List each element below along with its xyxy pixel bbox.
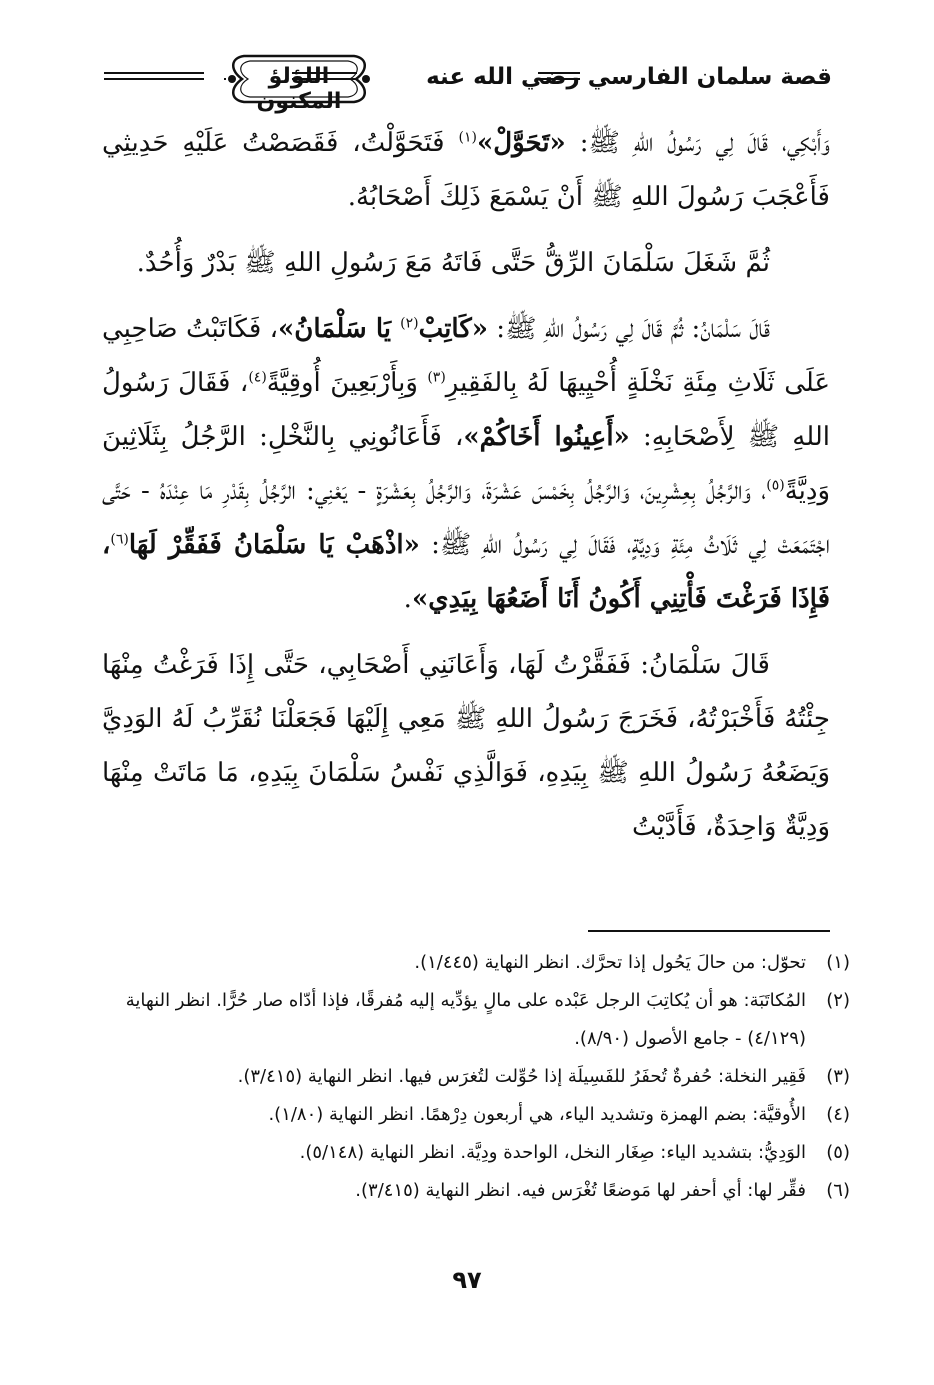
header-rule	[104, 78, 204, 80]
quoted-speech: ، فَإِذَا فَرَغْتَ فَأْتِنِي أَكُونُ أَنَا أَضَعُهَا بِيَدِي»	[102, 530, 830, 614]
footnote	[100, 1058, 850, 1096]
header-rule	[538, 72, 580, 74]
footnote-number: (٤)	[826, 1104, 850, 1125]
footnote-number: (٥)	[826, 1142, 850, 1163]
paragraph	[102, 638, 830, 854]
text-run: ، فَقَالَ رَسُولُ اللهِ ﷺ لِأَصْحَابِهِ:	[102, 368, 830, 452]
footnote-ref: (٦)	[110, 531, 129, 548]
text-run: .	[403, 584, 412, 614]
footnote-ref: (٢)	[400, 315, 419, 332]
footnotes	[100, 944, 850, 1210]
text-run: ، فَأَعَانُونِي بِالنَّخْلِ: الرَّجُلُ بِثَلَاثِينَ وَدِيَّةً	[102, 422, 830, 506]
footnote-text: الأُوقيَّة: بضم الهمزة وتشديد الياء، هي أربعون دِرْهمًا. انظر النهاية (١/٨٠).	[268, 1104, 806, 1125]
text-run: ، وَالرَّجُلُ بِعِشْرِينَ، وَالرَّجُلُ بِخَمْسَ عَشْرَةَ، وَالرَّجُلُ بِعَشْرَةٍ - يَعْنِي: الرَّجُلُ بِقَدْرِ مَا عِنْدَهُ - حَتَّى اجْتَمَعَتْ لِي ثَلَاثُ مِئَةِ وَدِيَّةٍ، فَقَالَ لِي رَسُولُ اللهِ ﷺ:	[102, 476, 830, 560]
footnote-ref: (٥)	[766, 477, 785, 494]
footnote-ref: (١)	[458, 129, 477, 146]
paragraph	[102, 116, 830, 224]
header-series-title: اللؤلؤ المكنون	[256, 64, 342, 114]
page-number: ٩٧	[452, 1266, 482, 1294]
text-run: قَالَ سَلْمَانُ: ثُمَّ قَالَ لِي رَسُولُ اللهِ ﷺ:	[487, 314, 770, 344]
footnote-number: (٦)	[826, 1180, 850, 1201]
quoted-speech: «أَعِينُوا أَخَاكُمْ»	[463, 422, 630, 452]
paragraph	[102, 236, 830, 290]
footnote-separator	[588, 930, 830, 932]
footnote-number: (١)	[826, 952, 850, 973]
footnote	[100, 1172, 850, 1210]
footnote	[100, 944, 850, 982]
running-header	[104, 58, 832, 114]
text-run: فَتَحَوَّلْتُ، فَقَصَصْتُ عَلَيْهِ حَدِيثِي فَأَعْجَبَ رَسُولَ اللهِ ﷺ أَنْ يَسْمَعَ ذَلِكَ أَصْحَابُهُ.	[102, 128, 830, 212]
text-run: قَالَ سَلْمَانُ: فَفَقَّرْتُ لَهَا، وَأَعَانَنِي أَصْحَابِي، حَتَّى إِذَا فَرَغْتُ مِنْهَا جِئْتُهُ فَأَخْبَرْتُهُ، فَخَرَجَ رَسُولُ اللهِ ﷺ مَعِي إِلَيْهَا فَجَعَلْنَا نُقَرِّبُ لَهُ الوَدِيَّ وَيَضَعُهُ رَسُولُ اللهِ ﷺ بِيَدِهِ، فَوَالَّذِي نَفْسُ سَلْمَانَ بِيَدِهِ، مَا مَاتَتْ مِنْهَا وَدِيَّةٌ وَاحِدَةٌ، فَأَدَّيْتُ	[102, 650, 830, 842]
footnote-text: الوَدِيُّ: بتشديد الياء: صِغَار النخل، الواحدة ودِيَّة. انظر النهاية (٥/١٤٨).	[299, 1142, 806, 1163]
quoted-speech: «كَاتِبْ	[418, 314, 488, 344]
header-rule	[538, 78, 580, 80]
header-ornament	[224, 52, 374, 114]
quoted-speech: يَا سَلْمَانُ»	[278, 314, 401, 344]
footnote	[100, 1096, 850, 1134]
footnote-text: المُكاتَبَة: هو أن يُكاتِبَ الرجل عَبْده على مالٍ يؤدِّيه إليه مُفرقًا، فإذا أدّاه صار حُرًّا. انظر النهاية (٤/١٢٩) - جامع الأصول (٨/٩٠).	[125, 990, 806, 1049]
footnote-number: (٣)	[826, 1066, 850, 1087]
footnote-ref: (٤)	[248, 369, 267, 386]
footnote	[100, 982, 850, 1058]
footnote-number: (٢)	[826, 990, 850, 1011]
header-book-title: قصة سلمان الفارسي رضي الله عنه	[426, 64, 832, 90]
paragraph	[102, 302, 830, 626]
quoted-speech: «اذْهَبْ يَا سَلْمَانُ فَفَقِّرْ لَهَا	[128, 530, 420, 560]
footnote-ref: (٣)	[427, 369, 446, 386]
text-run: ، فَكَاتَبْتُ صَاحِبِي عَلَى ثَلَاثِ مِئَةِ نَخْلَةٍ أُحْيِيهَا لَهُ بِالفَقِيرِ	[102, 314, 830, 398]
text-run: وَأَبْكِي، قَالَ لِي رَسُولُ اللهِ ﷺ:	[565, 128, 830, 158]
header-rule	[104, 72, 204, 74]
quoted-speech: «تَحَوَّلْ»	[476, 128, 566, 158]
text-run: وَبِأَرْبَعِينَ أُوقِيَّةً	[266, 368, 428, 398]
footnote-text: فقِّر لها: أي أحفر لها مَوضعًا تُغْرَس فيه. انظر النهاية (٣/٤١٥).	[355, 1180, 806, 1201]
footnote-text: تحوّل: من حالَ يَحُول إذا تحرَّك. انظر النهاية (١/٤٤٥).	[414, 952, 806, 973]
main-text	[102, 116, 830, 866]
footnote-text: فَقِير النخلة: حُفرةٌ تُحفَرُ للفَسِيلَة إذا حُوِّلت لتُغرَس فيها. انظر النهاية (٣/٤١٥).	[237, 1066, 806, 1087]
text-run: ثُمَّ شَغَلَ سَلْمَانَ الرِّقُّ حَتَّى فَاتَهُ مَعَ رَسُولِ اللهِ ﷺ بَدْرٌ وَأُحُدٌ.	[136, 248, 770, 278]
footnote	[100, 1134, 850, 1172]
